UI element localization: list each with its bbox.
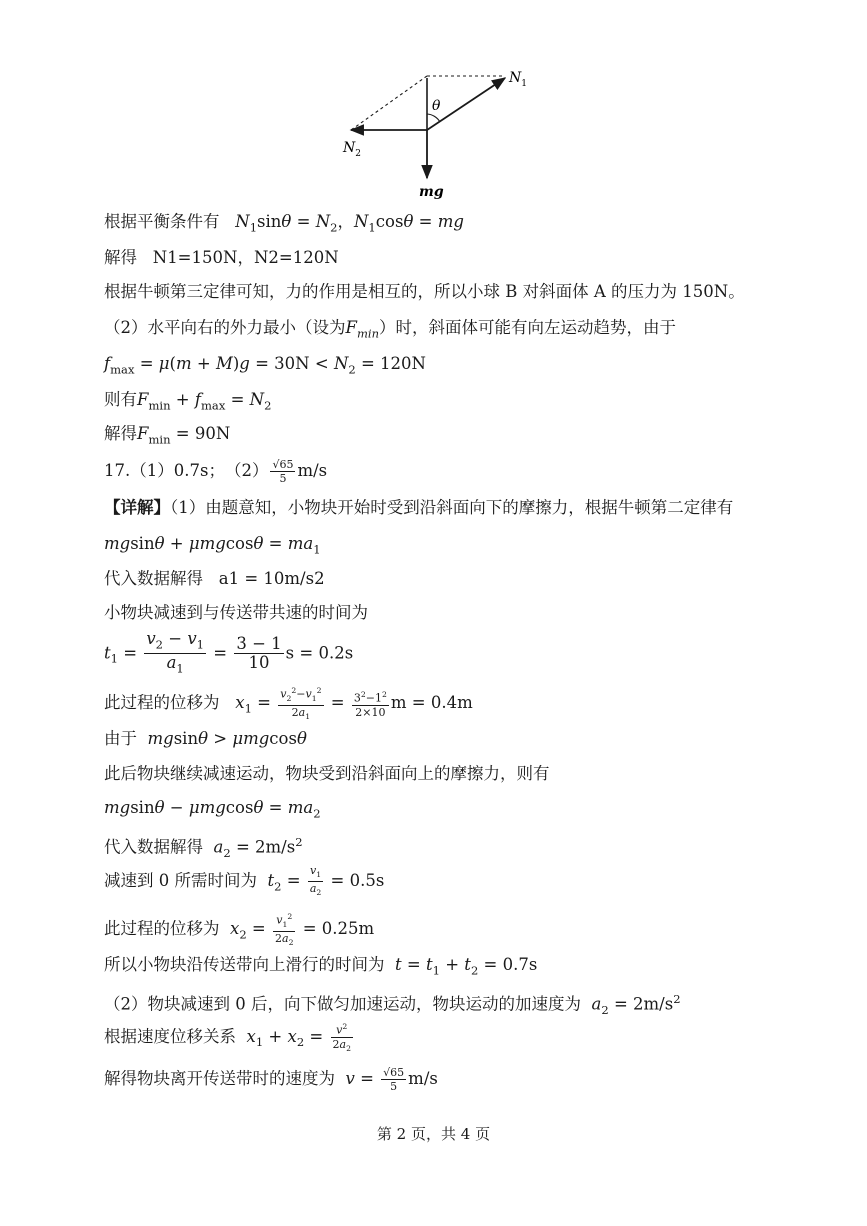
final-line: 解得物块离开传送带时的速度为 v = $\frac{√65}{5}$ m/s	[104, 1066, 438, 1093]
mg-label: mg	[419, 184, 444, 200]
then-line: 则有$F_{min} + f_{max} = N_2$	[104, 390, 272, 413]
fmax-line: $f_{max} = \mu(m + M)g = 30N < N_2 = 120N$	[104, 354, 426, 377]
newton3-line: 根据牛顿第三定律可知，力的作用是相互的，所以小球 B 对斜面体 A 的压力为 150N。	[104, 282, 745, 301]
total-line: 所以小物块沿传送带向上滑行的时间为 $t = t_1 + t_2 = 0.7s$	[104, 955, 538, 978]
balance-line: 根据平衡条件有 $N_1\sin\theta = N_2$，$N_1\cos\theta$ = mg	[104, 212, 464, 235]
t2-line: 减速到 0 所需时间为 $t_2$ = $\frac{v_1}{a_2}$ = 0.5s	[104, 864, 385, 898]
x1-line: 此过程的位移为 $x_1$ = $\frac{v_2^2-v_1^2}{2a_1}$ = $\frac{3^2-1^2}{2\times 10}$ m = 0.4m	[104, 686, 473, 722]
sub1-eq: a1 = 10m/s2	[218, 569, 325, 588]
theta-label: θ	[432, 98, 441, 114]
part2-17-line: （2）物块减速到 0 后，向下做匀加速运动，物块运动的加速度为 $a_2 = 2m/s^2$	[104, 992, 681, 1017]
theta-arc	[427, 114, 440, 122]
solve1-eq: N1=150N，N2=120N	[152, 248, 339, 267]
solve2-line: 解得$F_{min} = 90N$	[104, 424, 231, 447]
t1-intro-line: 小物块减速到与传送带共速的时间为	[104, 603, 368, 622]
part2-line: （2）水平向右的外力最小（设为$F_{min}$）时，斜面体可能有向左运动趋势，由于	[104, 318, 677, 341]
n1-label: $N_1$	[509, 70, 527, 89]
since-line: 由于 mgsinθ > μmgcosθ	[104, 729, 307, 748]
page-footer: 第 2 页，共 4 页	[376, 1125, 491, 1143]
n2-label: $N_2$	[343, 140, 361, 159]
relation-line: 根据速度位移关系 $x_1 + x_2$ = $\frac{v^2}{2a_2}$	[104, 1022, 351, 1053]
detail-line: 【详解】（1）由题意知，小物块开始时受到沿斜面向下的摩擦力，根据牛顿第二定律有	[104, 498, 734, 517]
solve1-line: 解得 N1=150N，N2=120N	[104, 248, 339, 267]
eq2-line: $mgsin\theta - \mu mgcos\theta = ma_2$	[104, 798, 321, 821]
after-line: 此后物块继续减速运动，物块受到沿斜面向上的摩擦力，则有	[104, 764, 550, 783]
x2-line: 此过程的位移为 $x_2$ = $\frac{v_1^2}{2a_2}$ = 0.25m	[104, 912, 375, 948]
sub2-line: 代入数据解得 $a_2 = 2m/s^2$	[104, 835, 303, 860]
answer-17-line: 17.（1）0.7s； （2） $\frac{√65}{5}$ m/s	[104, 458, 328, 485]
dashed-left	[351, 76, 427, 130]
force-diagram	[335, 62, 545, 207]
t1-line: $t_1$ = $\frac{v_2 - v_1}{a_1}$ = $\frac{3 - 1}{10}$ s = 0.2s	[104, 629, 354, 676]
eq1-line: $mgsin\theta + \mu mgcos\theta = ma_1$	[104, 534, 321, 557]
sub1-line: 代入数据解得 a1 = 10m/s2	[104, 569, 325, 588]
